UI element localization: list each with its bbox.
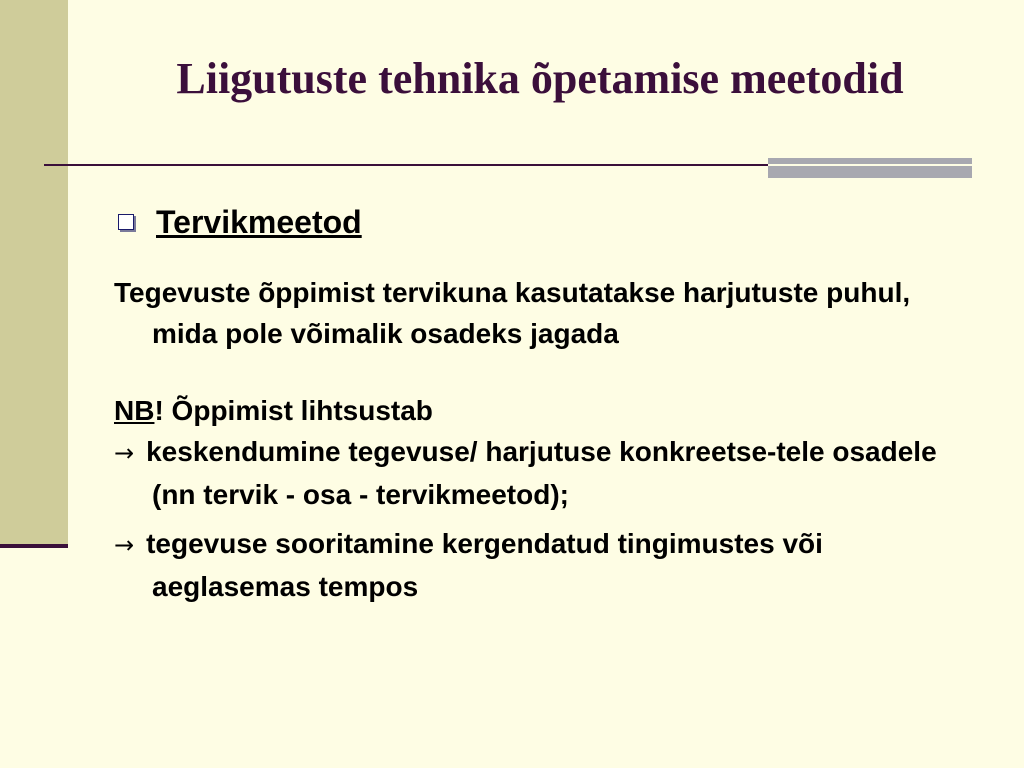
slide-body: [114, 196, 944, 607]
list-item: [114, 523, 944, 607]
list-item-text: keskendumine tegevuse/ harjutuse konkreetse-tele osadele (nn tervik - osa - tervikmeetod);: [146, 436, 937, 510]
arrow-right-icon: →: [114, 439, 135, 467]
title-decor-bar: [768, 158, 972, 178]
arrow-right-icon: →: [114, 531, 135, 559]
nb-paragraph: [114, 390, 944, 431]
nb-text: ! Õppimist lihtsustab: [154, 395, 433, 426]
nb-label: NB: [114, 395, 155, 426]
slide-title: Liigutuste tehnika õpetamise meetodid: [176, 54, 904, 103]
list-item-text: tegevuse sooritamine kergendatud tingimustes või aeglasemas tempos: [146, 528, 823, 602]
heading-row: [114, 196, 944, 248]
title-underline: [44, 164, 774, 166]
left-decor-band: [0, 0, 68, 546]
checkbox-icon: [118, 214, 134, 230]
left-accent-line: [0, 544, 68, 548]
list-item: [114, 431, 944, 515]
paragraph-tervik: Tegevuste õppimist tervikuna kasutatakse harjutuste puhul, mida pole võimalik osadeks jagada: [114, 277, 911, 349]
section-heading: Tervikmeetod: [156, 203, 362, 240]
